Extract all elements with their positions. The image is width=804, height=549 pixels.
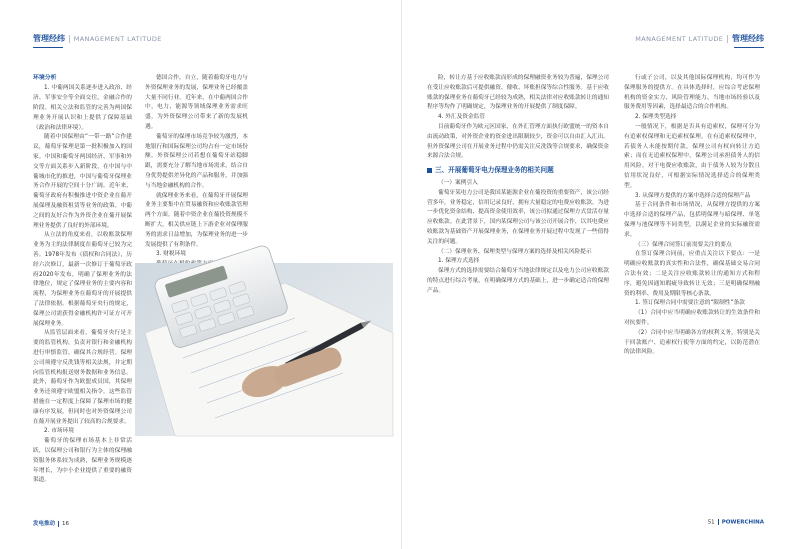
body-paragraph: 从监管层面来看，葡萄牙央行是主要的监管机构，负责对银行和金融机构进行审慎监管，确保其合规经营。保理公司须遵守反洗钱等相关法规，并定期向监管机构报送财务数据和业务信息。此外，葡萄牙作为欧盟成员国，其保理业务还须遵守欧盟相关指令。这些监管措施在一定程度上保障了保理市场的健康有序发展，但同时也对外资保理公司在葡开展业务提出了较高的合规要求。 xyxy=(33,330,132,425)
body-paragraph: （2）合同中应当明确各方的权利义务，特别是关于回款账户、追索权行使等方面的约定，以防范潜在的法律风险。 xyxy=(624,329,760,356)
body-paragraph: 一般情况下，根据是否具有追索权，保理可分为有追索权保理和无追索权保理。在有追索权保理中，若债务人未能按期付款，保理公司有权向转让方追索；而在无追索权保理中，保理公司承担债务人的信用风险。对于电费应收账款，由于债务人较为分散且信用状况良好，可根据实际情况选择适合的保理类型。 xyxy=(624,123,760,189)
calculator-and-documents-photo xyxy=(135,263,393,436)
right-page-column-2 xyxy=(624,74,760,503)
body-paragraph: 德国合作，自立，随着葡萄牙电力与外资保理业务的发展，保理业务已经覆盖大量不同行业。近年来，在中葡两国合作中，电力、能源等领域保理业务需求旺盛，为外资保理公司带来了新的发展机遇。 xyxy=(145,75,248,130)
page-number: 51 xyxy=(707,519,715,526)
body-paragraph: 葡萄牙的保理市场基本上非常活跃，以保理公司和银行为主体的保理融资服务体系较为成熟，保理业务规模逐年增长，为中小企业提供了重要的融资渠道。 xyxy=(33,438,132,484)
body-paragraph: （二）保理业务、保理类型与保理方案的选择及相关风险提示 xyxy=(438,248,592,255)
header-title-en: MANAGEMENT LATITUDE xyxy=(635,35,724,43)
body-paragraph: 基于合同条件和市场情况，从保理方提供的方案中选择合适的保理产品，包括明保理与暗保理、单笔保理与池保理等不同类型，以满足企业的实际融资需求。 xyxy=(624,202,760,238)
body-paragraph: （1）合同中应当明确应收账款转让的生效条件和对抗要件。 xyxy=(624,310,760,326)
header-title-en: MANAGEMENT LATITUDE xyxy=(73,35,162,43)
body-paragraph: 3. 财税环境 xyxy=(156,251,186,258)
section-title-text: 三、开展葡萄牙电力保理业务的相关问题 xyxy=(435,166,554,175)
photo-illustration xyxy=(135,263,393,436)
body-paragraph: 行或子公司，以及其他国际保理机构，均可作为保理服务的提供方。在具体选择时，应综合考虑保理机构的资金实力、风险管理能力、当地市场经验以及服务费用等因素，选择最适合的合作机构。 xyxy=(624,75,760,111)
left-page-column-1 xyxy=(33,74,132,503)
section-title xyxy=(427,166,609,176)
page-number: 16 xyxy=(62,521,70,527)
body-paragraph: （一）案例引入 xyxy=(438,180,478,187)
body-paragraph: 险，转让方基于应收账款而形成的保理融资业务较为普遍，保理公司在受让应收账款后可提供融资、催收、坏账担保等综合性服务。基于应收账款的保理业务在葡萄牙已经较为成熟，相关法律对应收账款转让的通知程序等均作了明确规定，为保理业务的开展提供了制度保障。 xyxy=(427,75,609,111)
header-separator: | xyxy=(68,34,71,43)
section-heading: 环境分析 xyxy=(33,75,57,81)
body-paragraph: 保理方式的选择需要结合葡萄牙当地法律规定以及电力公司应收账款的特点进行综合考量，在明确保理方式的基础上，进一步确定适合的保理产品。 xyxy=(427,268,609,294)
body-paragraph: （三）保理合同签订前需要关注的要点 xyxy=(635,241,732,248)
header-title-cn: 管理经纬 xyxy=(732,34,764,43)
body-paragraph: 葡萄牙的保理市场竞争较为激烈，本地银行和国际保理公司均占有一定市场份额。外资保理公司若想在葡萄牙站稳脚跟，需要充分了解当地市场需求，结合自身优势提供差异化的产品和服务，并加强与当地金融机构的合作。 xyxy=(145,133,248,189)
body-paragraph: 从立法的角度来看，以收账款保理业务为主的法律制度在葡萄牙已较为完善。1978年发布《债权和合同法》，历经六次修订，最新一次修订于葡萄牙政府2020年发布，明确了保理业务的法律地位，规定了保理业务的主要内容和流程，为保理业务在葡萄牙的开展提供了法律依据。根据葡萄牙央行的规定，保理公司需获得金融机构许可证方可开展保理业务。 xyxy=(33,232,132,327)
body-paragraph: 4. 外汇及资金监管 xyxy=(438,114,486,121)
left-page-footer xyxy=(33,519,69,527)
right-page-header xyxy=(635,33,764,44)
body-paragraph: 随着中国保理由“一带一路”合作建议，葡萄牙保理是第一批积极加入的国家。中国和葡萄牙两国经济、军事和外交等方面关系步入新阶段，在中国与中葡城市化的推进，中国与葡萄牙保理业务合作开展的空间十分广阔。近年来，葡萄牙政府有积极推进中资企业在葡开展保理及融资租赁等业务的政策。中葡之间的友好合作为外资企业在葡开展保理业务提供了良好的外部环境。 xyxy=(33,134,132,229)
body-paragraph: 1. 签订保理合同中需要注意的“限制性”条款 xyxy=(635,300,745,307)
body-paragraph: 1. 保理方式选择 xyxy=(438,258,480,265)
body-paragraph: 2. 市场环境 xyxy=(44,428,74,435)
body-paragraph: 在签订保理合同前，应重点关注以下要点：一是明确应收账款的真实性和合法性，确保基础交易合同合法有效；二是关注应收账款转让的通知方式和程序，避免因通知瑕疵导致转让无效；三是明确保理融资的利率、费用及期限等核心条款。 xyxy=(624,251,760,297)
body-paragraph: 葡萄牙某电力公司是我国某能源企业在葡投资的重要资产，该公司经营多年，业务稳定，信用记录良好，拥有大量稳定的电费应收账款。为进一步优化资金结构、提高资金使用效率，该公司拟通过保理方式盘活存量应收账款。在此背景下，国内某保理公司与该公司开展合作，以其电费应收账款为基础资产开展保理业务，在保理业务开展过程中发现了一些值得关注的问题。 xyxy=(427,189,609,245)
right-page xyxy=(402,0,804,549)
section-marker-icon xyxy=(427,168,432,173)
right-page-footer xyxy=(708,519,764,526)
footer-divider xyxy=(58,521,59,527)
right-page-column-1 xyxy=(427,74,609,503)
header-title-cn: 管理经纬 xyxy=(33,34,65,43)
body-paragraph: 2. 保理类型选择 xyxy=(635,114,677,121)
header-rule xyxy=(33,47,63,48)
body-paragraph: 就保理业务来看，在葡萄牙开展保理业务主要集中在贸易融资和应收账款管理两个方面。随着中资企业在葡投资规模不断扩大，相关供应链上下游企业对保理服务的需求日益增加，为保理业务的进一步发展提供了有利条件。 xyxy=(145,192,248,248)
footer-brand: 发电推动 xyxy=(33,521,56,527)
footer-divider xyxy=(718,519,719,525)
header-rule xyxy=(734,47,764,48)
body-paragraph: 3. 从保理方提供的方案中选择合适的保理产品 xyxy=(635,192,751,199)
body-paragraph: 1. 中葡两国关系逐步进入政治、经济、军事安全等全面交往，金融合作的阶段。相关立法和监管的完善为两国保理业务开展认识和上提供了保障基础（政治和法律环境）。 xyxy=(33,85,132,131)
left-page-column-2 xyxy=(145,74,248,259)
body-paragraph: 目前葡萄牙作为欧元区国家，在外汇管理方面执行欧盟统一的资本自由流动政策，对外资企业的资金进出限制较少，资金可以自由汇入汇出。但外资保理公司在开展业务过程中仍需关注反洗钱等合规要求，确保资金来源合法合规。 xyxy=(427,123,609,160)
footer-brand: POWERCHINA xyxy=(721,519,764,526)
header-separator: | xyxy=(726,34,729,43)
left-page-header xyxy=(33,33,162,44)
